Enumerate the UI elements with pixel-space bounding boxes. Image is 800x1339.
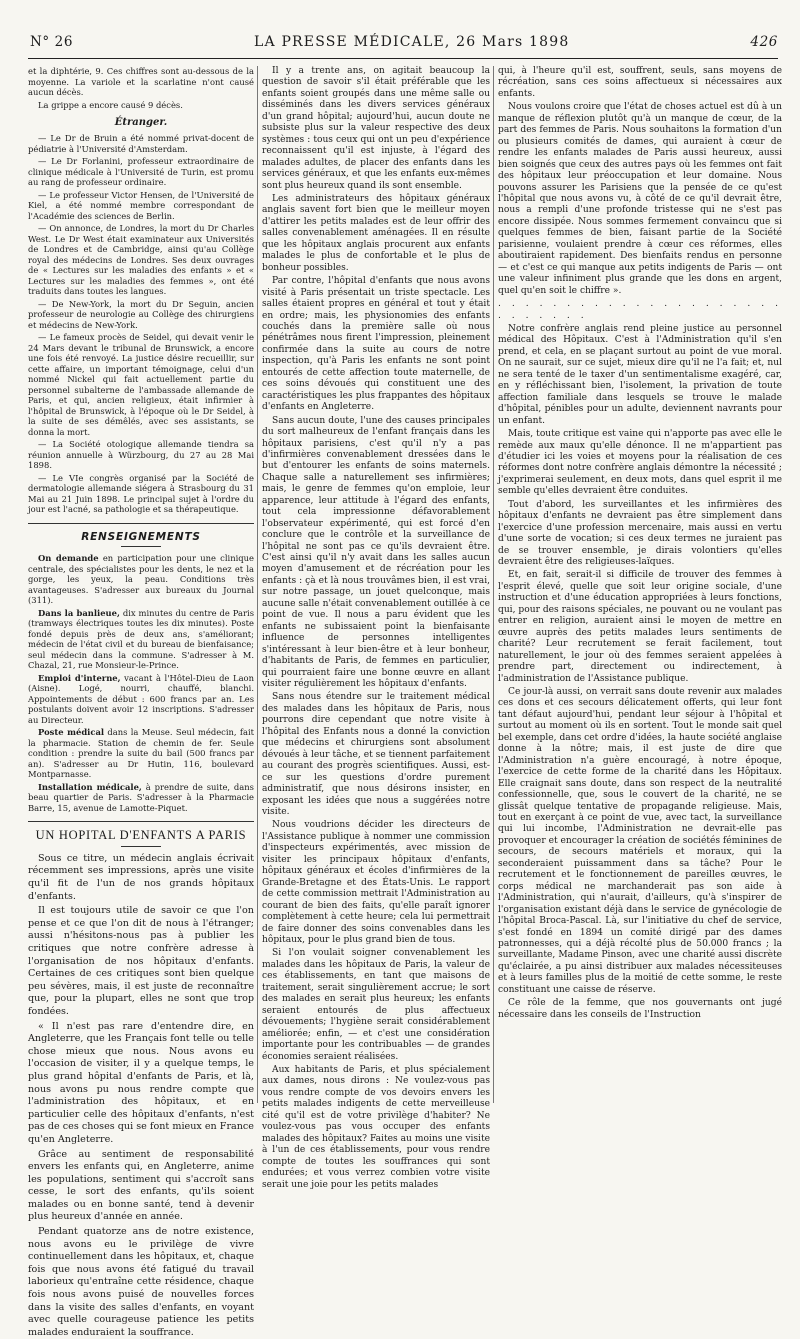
article-paragraph: Il est toujours utile de savoir ce que l'on pense et ce que l'on dit de nous à l'étranger; aussi n'hésitons-nous pas à publier les critiques que notre confrère adresse à l'organisation de nos hôpitaux d'enfants. Certaines de ces critiques sont bien quelque peu sévères, mais, il est juste de reconnaître que, pour la plupart, elles ne sont que trop fondées. [28, 905, 254, 1017]
article-paragraph: Et, en fait, serait-il si difficile de trouver des femmes à l'esprit élevé, quelle que soit leur origine sociale, d'une instruction et d'une éducation appropriées à leurs fonctions, qui, pour des raisons spéciales, ne pouvant ou ne voulant pas entrer en religion, auraient ainsi le moyen de mettre en œuvre auprès des petits malades leurs sentiments de charité? Leur recrutement se ferait facilement, tout naturellement, le jour où des femmes seraient appelées à prendre part, directement ou indirectement, à l'administration de l'Assistance publique. [498, 570, 782, 684]
ad-lead: Dans la banlieue, [38, 607, 120, 618]
ad-lead: Poste médical [38, 727, 105, 738]
ellipsis-divider: . . . . . . . . . . . . . . . . . . . . . . . . . . . . [498, 299, 782, 321]
ad-lead: On demande [38, 553, 99, 564]
article-paragraph: Par contre, l'hôpital d'enfants que nous avons visité à Paris présentait un triste spectacle. Les salles étaient propres en général et tout y était en ordre; mais, les physionomies des enfants couchés dans la première salle où nous pénétrâmes nous firent l'impression, pleinement confirmée dans la suite au cours de notre inspection, qu'à Paris les enfants ne sont point entourés de cette affection toute maternelle, de ces soins dévoués qui constituent une des caractéristiques les plus frappantes des hôpitaux d'enfants en Angleterre. [262, 276, 490, 413]
article-paragraph: Grâce au sentiment de responsabilité envers les enfants qui, en Angleterre, anime les populations, sentiment qui s'accroît sans cesse, le sort des enfants, qu'ils soient malades ou en bonne santé, tend à devenir plus heureux d'année en année. [28, 1148, 254, 1223]
header-rule [28, 58, 778, 59]
short-rule [121, 546, 161, 547]
page-number: 426 [750, 34, 778, 50]
article-paragraph: Ce rôle de la femme, que nos gouvernants ont jugé nécessaire dans les conseils de l'Instruction [498, 998, 782, 1020]
article-paragraph: Si l'on voulait soigner convenablement les malades dans les hôpitaux de Paris, la valeur de ces établissements, en tant que maisons de traitement, serait singulièrement accrue; le sort des malades en serait plus heureux; les enfants seraient entourés de plus affectueux dévouements; l'hygiène serait considérablement améliorée; enfin, — et c'est une considération importante pour les contribuables — de grandes économies seraient réalisées. [262, 948, 490, 1062]
article-paragraph: Il y a trente ans, on agitait beaucoup la question de savoir s'il était préférable que les enfants soient groupés dans une même salle ou disséminés dans les divers services généraux d'un grand hôpital; aujourd'hui, aucun doute ne subsiste plus sur la valeur respective des deux systèmes : tous ceux qui ont un peu d'expérience reconnaissent qu'il est injuste, à l'égard des malades adultes, de placer des enfants dans les services généraux, et que les enfants eux-mêmes sont plus heureux quand ils sont ensemble. [262, 66, 490, 191]
article-paragraph: Sans nous étendre sur le traitement médical des malades dans les hôpitaux de Paris, nous pourrons dire cependant que notre visite à l'hôpital des Enfants nous a donné la conviction que médecins et chirurgiens sont absolument dévoués à leur tâche, et se tiennent parfaitement au courant des progrès scientifiques. Aussi, est-ce sur les questions d'ordre purement administratif, que nous désirons insister, en exposant les idées que nous a suggérées notre visite. [262, 692, 490, 817]
article-paragraph: qui, à l'heure qu'il est, souffrent, seuls, sans moyens de récréation, sans ces soins affectueux si nécessaires aux enfants. [498, 66, 782, 99]
column-rule [257, 66, 258, 1103]
section-divider [28, 523, 254, 524]
paragraph: et la diphtérie, 9. Ces chiffres sont au-dessous de la moyenne. La variole et la scarlatine n'ont causé aucun décès. [28, 66, 254, 97]
ad-text: dans la Meuse. Seul médecin, fait la pharmacie. Station de chemin de fer. Seule condition : prendre la suite du bail (500 francs par an). S'adresser au Dr Hutin, 116, boulevard Montparnasse. [28, 727, 255, 780]
column-middle [262, 66, 490, 1190]
article-paragraph: « Il n'est pas rare d'entendre dire, en Angleterre, que les Français font telle ou telle chose mieux que nous. Nous avons eu l'occasion de visiter, il y a quelque temps, le plus grand hôpital d'enfants de Paris, et là, nous avons pu nous rendre compte que l'administration des hôpitaux, et en particulier celle des hôpitaux d'enfants, n'est pas de ces choses qui se font mieux en France qu'en Angleterre. [28, 1020, 254, 1145]
issue-number: N° 26 [30, 34, 74, 50]
short-rule [121, 846, 161, 847]
article-paragraph: Ce jour-là aussi, on verrait sans doute revenir aux malades ces dons et ces secours délicatement offerts, qui leur font tant défaut aujourd'hui, pendant leur séjour à l'hôpital et surtout au moment où ils en sortent. Tout le monde sait quel bel exemple, dans cet ordre d'idées, la haute société anglaise donne à la nôtre; mais, il est juste de dire que l'Administration n'a guère encouragé, à notre époque, l'exercice de cette forme de la charité dans les Hôpitaux. Elle craignait sans doute, dans son respect de la neutralité confessionnelle, que, sous le couvert de la charité, ne se glissât quelque tentative de propagande religieuse. Mais, tout en exerçant à ce point de vue, avec tact, la surveillance qui lui incombe, l'Administration ne devrait-elle pas provoquer et encourager la création de sociétés féminines de secours, de secours matériels et moraux, qui la seconderaient puissamment dans sa tâche? Pour le recrutement et le fonctionnement de pareilles œuvres, le corps médical ne marchanderait pas son aide à l'Administration, qui n'aurait, d'ailleurs, qu'à s'inspirer de l'organisation existant déjà dans le service de gynécologie de l'hôpital Broca-Pascal. Là, sur l'initiative du chef de service, s'est fondé en 1894 un comité dirigé par des dames patronnesses, qui a déjà récolté plus de 50.000 francs ; la surveillante, Madame Pinson, avec une charité aussi discrète qu'éclairée, a pu ainsi distribuer aux malades nécessiteuses et à leurs familles plus de la moitié de cette somme, le reste constituant une caisse de réserve. [498, 687, 782, 995]
article-paragraph: Pendant quatorze ans de notre existence, nous avons eu le privilège de vivre continuellement dans les hôpitaux, et, chaque fois que nous avons été fatigué du travail laborieux qu'entraîne cette résidence, chaque fois nous avons puisé de nouvelles forces dans la visite des salles d'enfants, en voyant avec quelle courageuse patience les petits malades enduraient la souffrance. [28, 1226, 254, 1338]
ad-text: dix minutes du centre de Paris (tramways électriques toutes les dix minutes). Poste fondé depuis près de deux ans, s'améliorant; médecin de l'état civil et du bureau de bienfaisance; seul médecin dans la commune. S'adresser à M. Chazal, 21, rue Monsieur-le-Prince. [28, 607, 254, 671]
page-header [30, 34, 778, 54]
article-title: UN HOPITAL D'ENFANTS A PARIS [35, 828, 247, 843]
ad-lead: Installation médicale, [38, 781, 142, 792]
news-item: — De New-York, la mort du Dr Seguin, ancien professeur de neurologie au Collège des chirurgiens et médecins de New-York. [28, 298, 254, 330]
renseignements-heading: RENSEIGNEMENTS [81, 530, 201, 543]
classified-ad [28, 553, 254, 606]
article-paragraph: Sous ce titre, un médecin anglais écrivait récemment ses impressions, après une visite qu'il fit de l'un de nos grands hôpitaux d'enfants. [28, 852, 254, 902]
article-paragraph: Mais, toute critique est vaine qui n'apporte pas avec elle le remède aux maux qu'elle dénonce. Il ne m'appartient pas d'étudier ici les voies et moyens pour la réalisation de ces réformes dont notre confrère anglais démontre la nécessité ; j'exprimerai seulement, en deux mots, dans quel esprit il me semble qu'elles devraient être conduites. [498, 429, 782, 497]
column-rule [493, 66, 494, 1103]
etranger-heading: Étranger. [114, 117, 168, 128]
ad-text: en participation pour une clinique centrale, des spécialistes pour les dents, le nez et la gorge, les yeux, la peau. Conditions très avantageuses. S'adresser aux bureaux du Journal (311). [28, 553, 254, 606]
news-item: — Le VIe congrès organisé par la Société de dermatologie allemande siégera à Strasbourg du 31 Mai au 21 Juin 1898. Le principal sujet à l'ordre du jour est l'acné, sa pathologie et sa thérapeutique. [28, 472, 254, 515]
news-item: — On annonce, de Londres, la mort du Dr Charles West. Le Dr West était examinateur aux Universités de Londres et de Cambridge, ainsi qu'au Collège royal des médecins de Londres. Ses deux ouvrages de « Lectures sur les maladies des enfants » et « Lectures sur les maladies des femmes », ont été traduits dans toutes les langues. [28, 223, 254, 297]
article-paragraph: Nous voulons croire que l'état de choses actuel est dû à un manque de réflexion plutôt qu'à un manque de cœur, de la part des femmes de Paris. Nous souhaitons la formation d'un ou plusieurs comités de dames, qui auraient à cœur de rendre les enfants malades de Paris aussi heureux, aussi bien soignés que ceux des autres pays où les femmes ont fait des hôpitaux leur préoccupation et leur domaine. Nous pouvons assurer les Parisiens que la pensée de ce qu'est l'hôpital que nous avons vu, à côté de ce qu'il devrait être, nous a rempli d'une profonde tristesse qui ne s'est pas encore dissipée. Nous sommes fermement convaincu que si quelques femmes de bien, faisant partie de la Société parisienne, voulaient prendre à cœur ces réformes, elles aboutiraient rapidement. Des bienfaits rendus en personne — et c'est ce qui manque aux petits indigents de Paris — ont une valeur infiniment plus grande que les dons en argent, quel qu'en soit le chiffre ». [498, 102, 782, 296]
news-item: — Le professeur Victor Hensen, de l'Université de Kiel, a été nommé membre correspondant de l'Académie des sciences de Berlin. [28, 189, 254, 221]
ad-text: à prendre de suite, dans beau quartier de Paris. S'adresser à la Pharmacie Barre, 15, avenue de Lamotte-Piquet. [28, 781, 254, 813]
classified-ad [28, 727, 254, 780]
classified-ad [28, 782, 254, 814]
ad-lead: Emploi d'interne, [38, 672, 121, 683]
news-item: — Le Dr de Bruin a été nommé privat-docent de pédiatrie à l'Université d'Amsterdam. [28, 133, 254, 154]
news-item: — Le Dr Forlanini, professeur extraordinaire de clinique médicale à l'Université de Turin, est promu au rang de professeur ordinaire. [28, 156, 254, 188]
section-divider [28, 821, 254, 822]
journal-title: LA PRESSE MÉDICALE, 26 Mars 1898 [253, 34, 570, 50]
article-paragraph: Aux habitants de Paris, et plus spécialement aux dames, nous dirons : Ne voulez-vous pas vous rendre compte de vos devoirs envers les petits malades indigents de cette merveilleuse cité qu'il est de votre privilège d'habiter? Ne voulez-vous pas vous occuper des enfants malades des hôpitaux? Faites au moins une visite à l'un de ces établissements, pour vous rendre compte de toutes les souffrances qui sont endurées; et vous verrez combien votre visite serait une joie pour les petits malades [262, 1064, 490, 1190]
classified-ad [28, 608, 254, 671]
classified-ad [28, 673, 254, 726]
article-paragraph: Sans aucun doute, l'une des causes principales du sort malheureux de l'enfant français dans les hôpitaux parisiens, c'est qu'il n'y a pas d'infirmières convenablement dressées dans le but d'entourer les enfants de soins maternels. Chaque salle a naturellement ses infirmières; mais, le genre de femmes qu'on emploie, leur apparence, leur attitude à l'égard des enfants, tout cela impressionne défavorablement l'observateur expérimenté, qui est forcé d'en conclure que le contrôle et la surveillance de l'hôpital ne sont pas ce qu'ils devraient être. C'est ainsi qu'il n'y avait dans les salles aucun moyen d'amusement et de récréation pour les enfants : çà et là nous trouvâmes bien, il est vrai, sur notre passage, un jouet quelconque, mais aucune salle n'était convenablement outillée à ce point de vue. Il nous a paru évident que les enfants ne subissaient point la bienfaisante influence de personnes intelligentes s'intéressant à leur bien-être et à leur bonheur, d'habitants de Paris, de femmes en particulier, qui pourraient faire une bonne œuvre en allant visiter régulièrement les hôpitaux d'enfants. [262, 415, 490, 690]
article-paragraph: Les administrateurs des hôpitaux généraux anglais savent fort bien que le meilleur moyen d'attirer les petits malades est de leur offrir des salles convenablement aménagées. Il en résulte que les hôpitaux anglais procurent aux enfants malades le plus de confortable et le plus de bonheur possibles. [262, 193, 490, 273]
article-paragraph: Nous voudrions décider les directeurs de l'Assistance publique à nommer une commission d'inspecteurs expérimentés, avec mission de visiter les principaux hôpitaux d'enfants, hôpitaux généraux et écoles d'infirmières de la Grande-Bretagne et des États-Unis. Le rapport de cette commission mettrait l'Administration au courant de bien des faits, qu'elle paraît ignorer complètement à cette heure; cela lui permettrait de faire donner des soins convenables dans les hôpitaux, pour le plus grand bien de tous. [262, 820, 490, 945]
news-item: — La Société otologique allemande tiendra sa réunion annuelle à Würzbourg, du 27 au 28 Mai 1898. [28, 439, 254, 471]
ad-text: vacant à l'Hôtel-Dieu de Laon (Aisne). Logé, nourri, chauffé, blanchi. Appointements de début : 600 francs par an. Les postulants doivent avoir 12 inscriptions. S'adresser au Directeur. [28, 672, 254, 725]
article-paragraph: Tout d'abord, les surveillantes et les infirmières des hôpitaux d'enfants ne devraient pas être simplement dans l'exercice d'une profession mercenaire, mais aussi en vertu d'une sorte de vocation; si ces deux termes ne juraient pas de se trouver ensemble, je dirais volontiers qu'elles devraient être des religieuses-laïques. [498, 499, 782, 568]
column-left [28, 66, 255, 1338]
news-item: — Le fameux procès de Seidel, qui devait venir le 24 Mars devant le tribunal de Brunswick, a encore une fois été renvoyé. La justice désire recueillir, sur cette affaire, un important témoignage, celui d'un nommé Nickel qui fait actuellement partie du personnel subalterne de l'ambassade allemande de Paris, et qui, ancien religieux, était infirmier à l'hôpital de Brunswick, à l'époque où le Dr Seidel, à la suite de ses démêlés, avec ses assistants, se donna la mort. [28, 332, 254, 437]
paragraph: La grippe a encore causé 9 décès. [38, 99, 183, 110]
column-right [498, 66, 782, 1103]
article-paragraph: Notre confrère anglais rend pleine justice au personnel médical des Hôpitaux. C'est à l'Administration qu'il s'en prend, et cela, en se plaçant surtout au point de vue moral. On ne saurait, sur ce sujet, mieux dire qu'il ne l'a fait; et, nul ne sera tenté de le taxer d'un sentimentalisme exagéré, car, en y réfléchissant bien, l'isolement, la privation de toute affection familiale dans lesquels se trouve le malade d'hôpital, pénibles pour un adulte, deviennent navrants pour un enfant. [498, 323, 782, 426]
